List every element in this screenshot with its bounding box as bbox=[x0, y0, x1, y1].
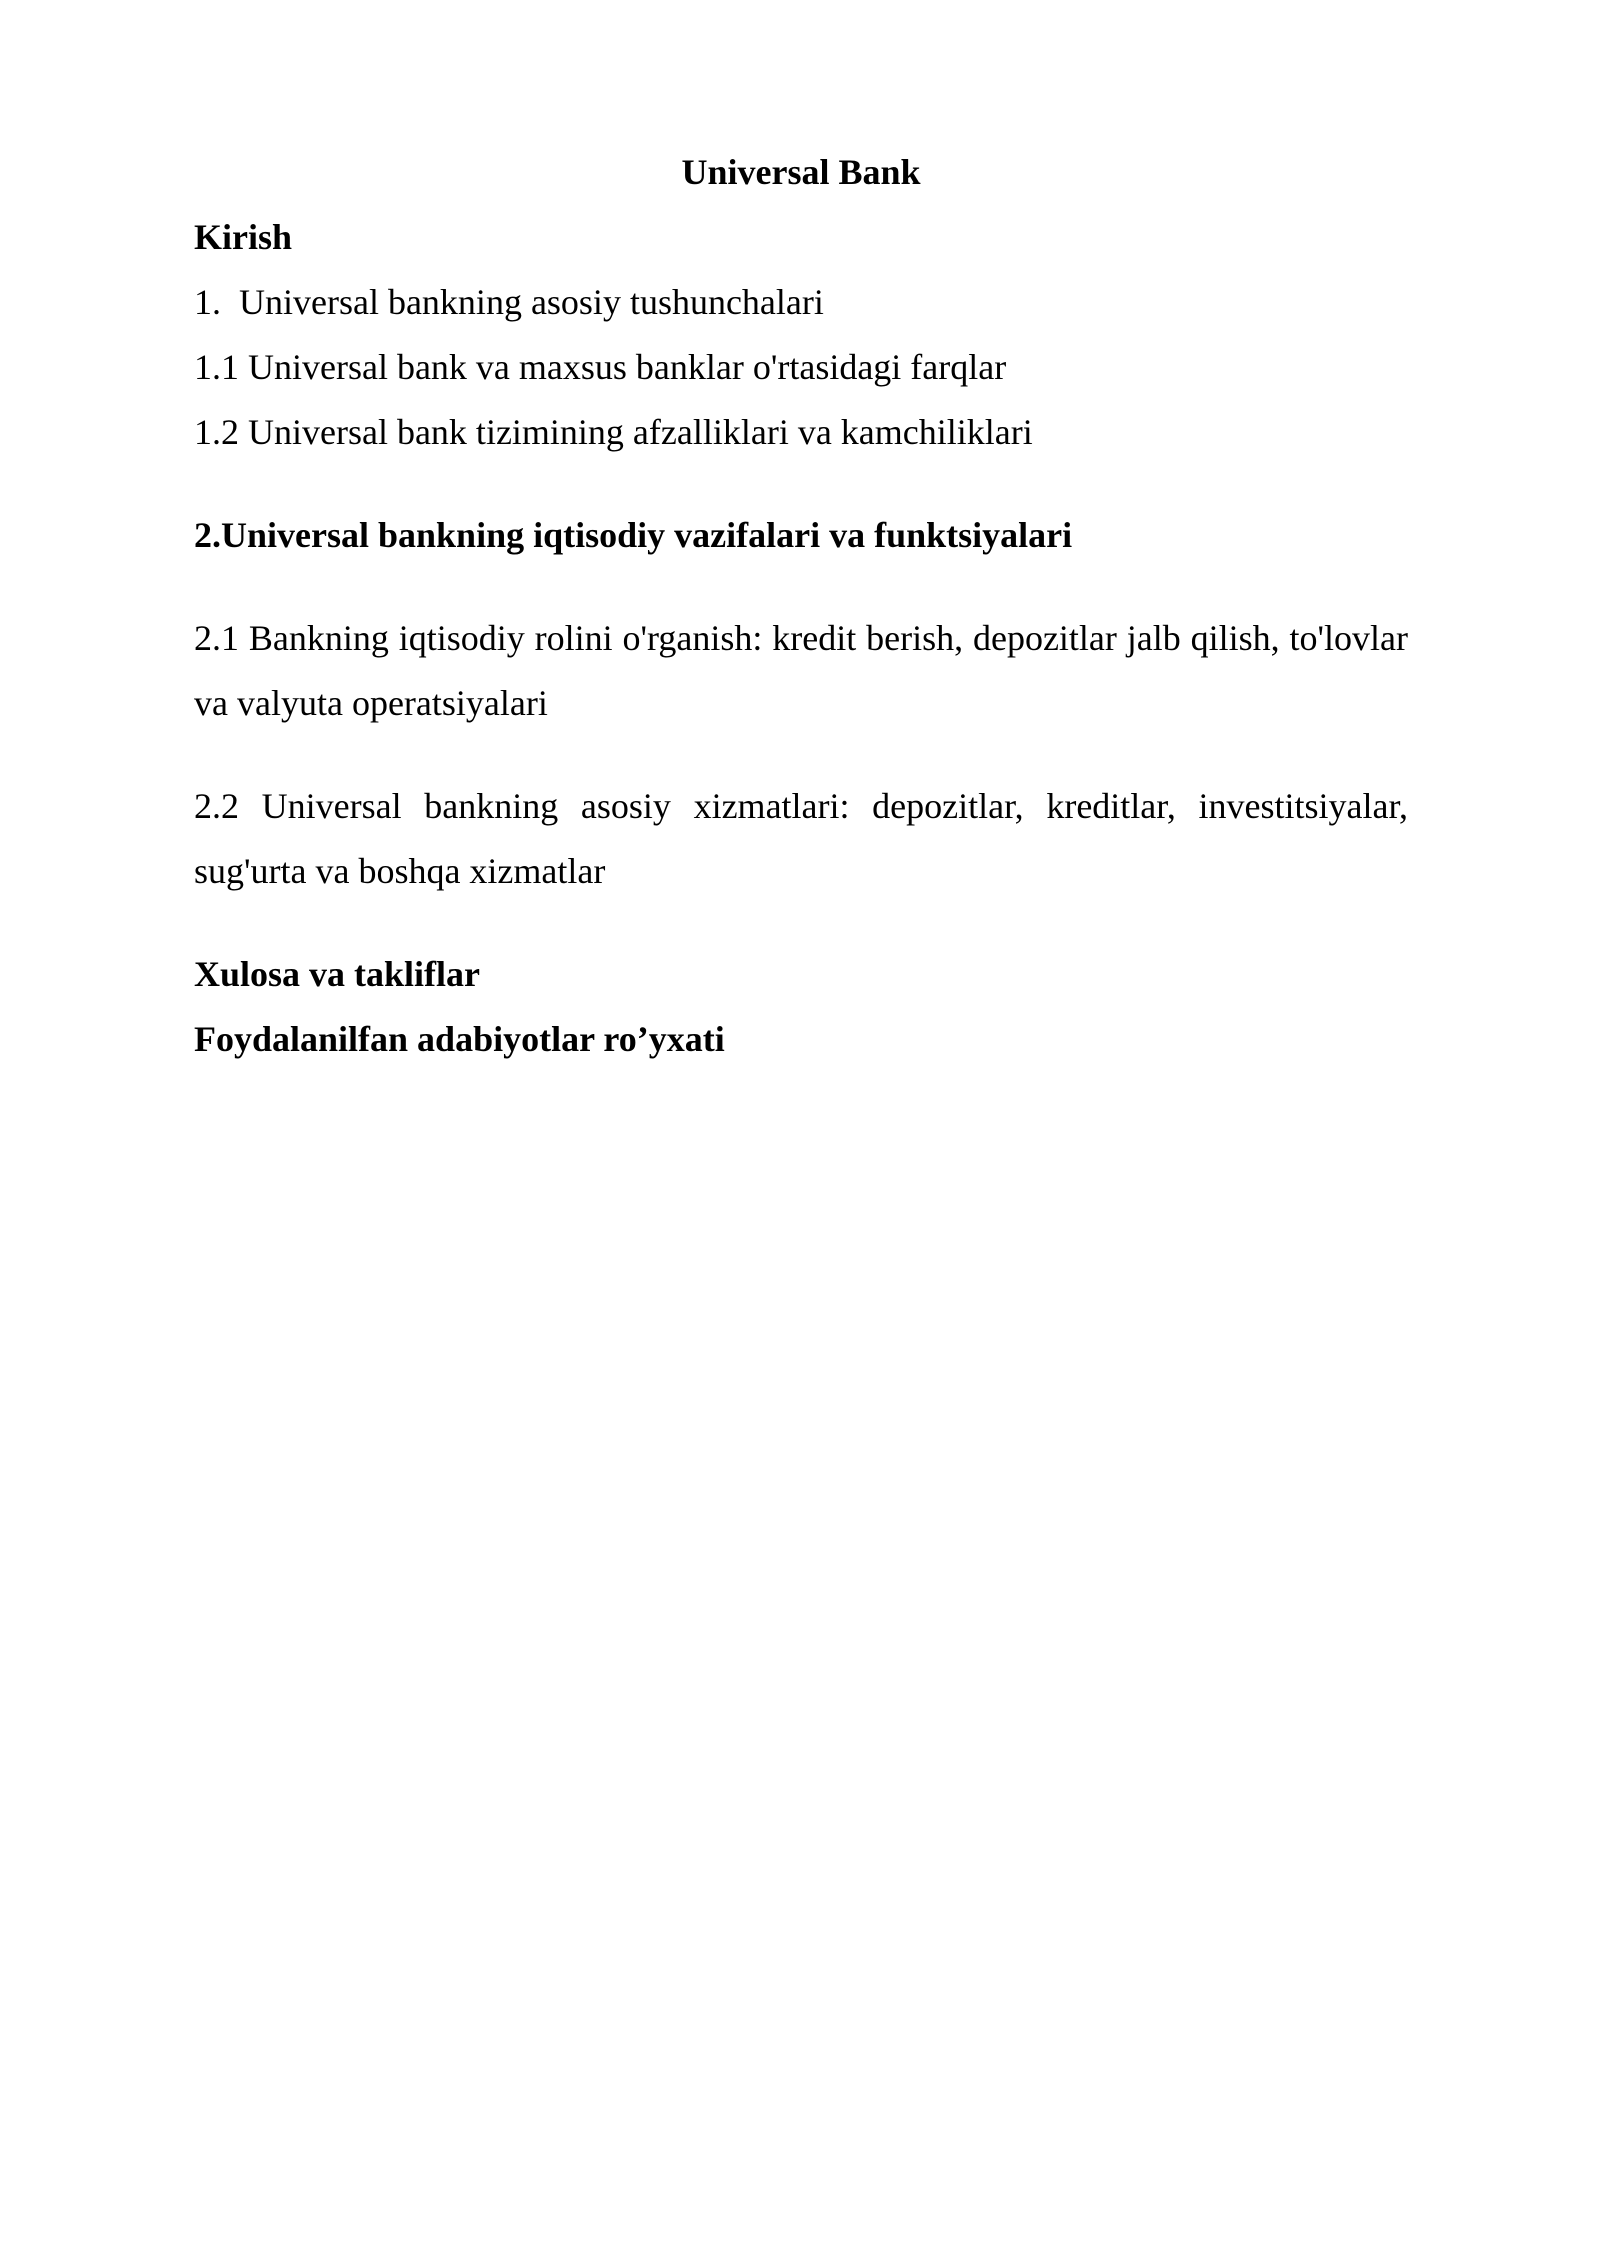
toc-conclusion: Xulosa va takliflar bbox=[194, 954, 481, 994]
toc-section-1-2: 1.2 Universal bank tizimining afzalliklari va kamchiliklari bbox=[194, 412, 1033, 452]
toc-section-2: 2.Universal bankning iqtisodiy vazifalari va funktsiyalari bbox=[194, 515, 1073, 555]
toc-references: Foydalanilfan adabiyotlar ro’yxati bbox=[194, 1019, 725, 1059]
toc-intro: Kirish bbox=[194, 217, 293, 257]
toc-section-1: 1. Universal bankning asosiy tushunchalari bbox=[194, 282, 824, 322]
document-title: Universal Bank bbox=[681, 152, 921, 192]
table-of-contents bbox=[194, 140, 1408, 1072]
toc-section-2-1: 2.1 Bankning iqtisodiy rolini o'rganish: kredit berish, depozitlar jalb qilish, to'lovlar va valyuta operatsiyalari bbox=[194, 618, 1408, 723]
toc-section-2-2: 2.2 Universal bankning asosiy xizmatlari: depozitlar, kreditlar, investitsiyalar, sug'urta va boshqa xizmatlar bbox=[194, 786, 1408, 891]
toc-section-1-1: 1.1 Universal bank va maxsus banklar o'rtasidagi farqlar bbox=[194, 347, 1007, 387]
